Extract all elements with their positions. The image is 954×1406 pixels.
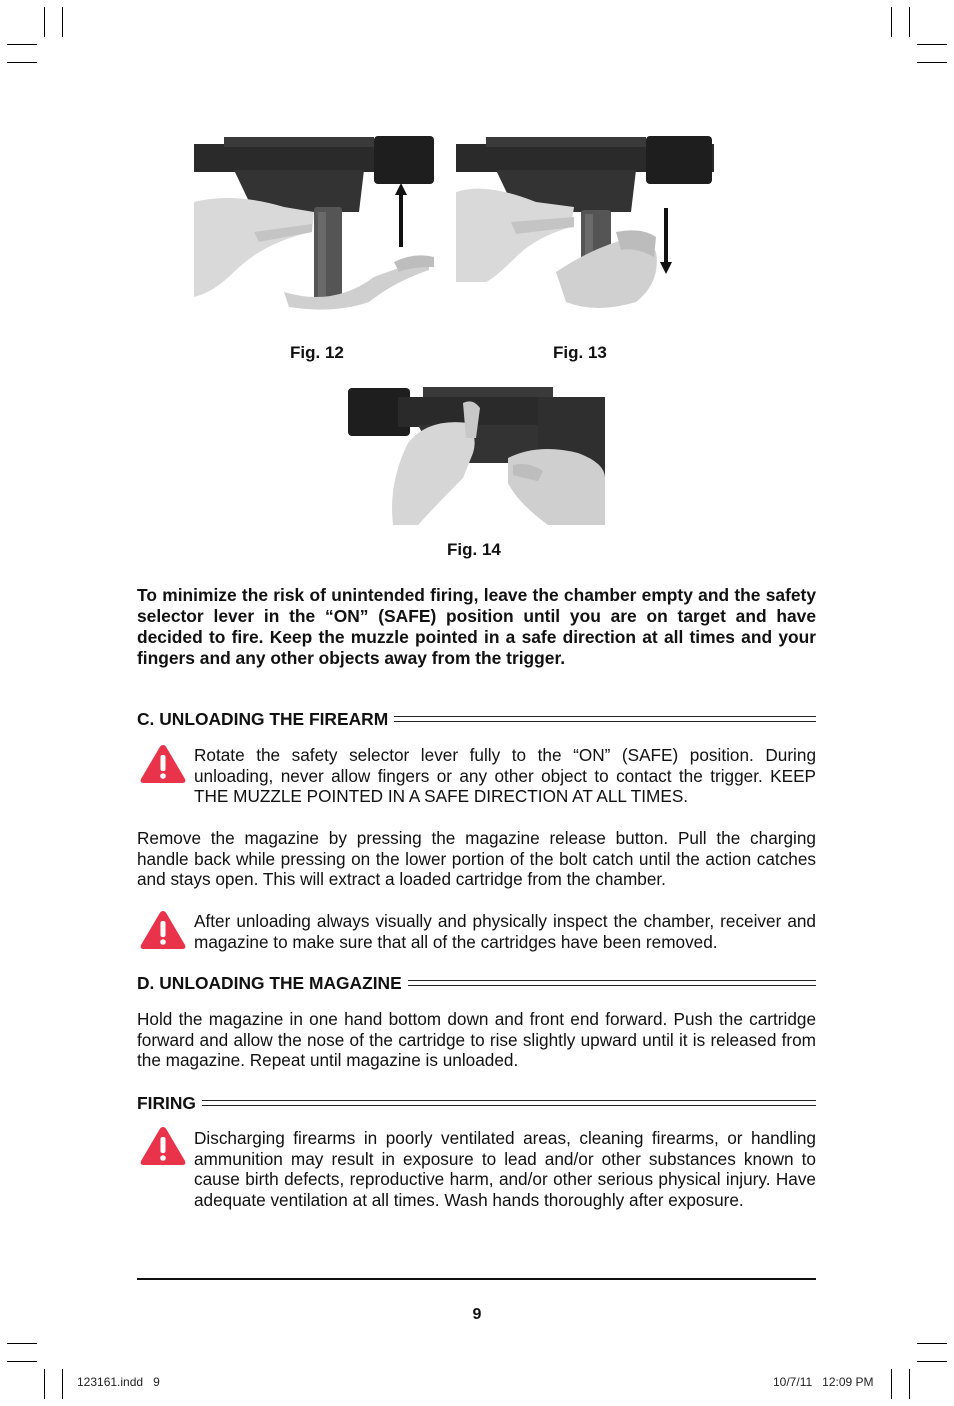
arrow-down-icon — [660, 208, 672, 274]
crop-mark — [7, 44, 37, 45]
crop-mark — [62, 1369, 63, 1399]
slug-file: 123161.indd 9 — [77, 1375, 160, 1389]
page-number: 9 — [472, 1306, 482, 1323]
section-c-warning-1: Rotate the safety selector lever fully to the “ON” (SAFE) position. During unloading, never allow fingers or any other object to contact the trigger. KEEP THE MUZZLE POINTED IN A SAFE DIRECTION AT ALL TIMES. — [194, 745, 816, 807]
alert-triangle-icon — [139, 1125, 187, 1167]
crop-mark — [44, 7, 45, 37]
section-d-body: Hold the magazine in one hand bottom down and front end forward. Push the cartridge forward and allow the nose of the cartridge to rise slightly upward until it is released from the magazine. Repeat until magazine is unloaded. — [137, 1009, 816, 1071]
crop-mark — [917, 62, 947, 63]
fig14-photo — [348, 383, 605, 525]
crop-mark — [917, 44, 947, 45]
crop-mark — [917, 1343, 947, 1344]
safety-notice: To minimize the risk of unintended firing, leave the chamber empty and the safety selector lever in the “ON” (SAFE) position until you are on target and have decided to fire. Keep the muzzle pointed in a safe direction at all times and your fingers and any other objects away from the trigger. — [137, 585, 816, 668]
section-firing-title: FIRING — [137, 1092, 196, 1113]
section-c-title: C. UNLOADING THE FIREARM — [137, 708, 389, 729]
crop-mark — [891, 1369, 892, 1399]
crop-mark — [7, 1361, 37, 1362]
alert-triangle-icon — [139, 743, 187, 785]
heading-rule — [408, 980, 816, 986]
crop-mark — [7, 1343, 37, 1344]
section-c-heading — [137, 708, 816, 730]
fig12-caption: Fig. 12 — [290, 343, 344, 362]
crop-mark — [909, 7, 910, 37]
alert-triangle-icon — [139, 909, 187, 951]
heading-rule — [394, 716, 816, 722]
section-c-warning-2: After unloading always visually and physically inspect the chamber, receiver and magazine to make sure that all of the cartridges have been removed. — [194, 911, 816, 952]
arrow-up-icon — [395, 183, 407, 247]
slug-date: 10/7/11 12:09 PM — [773, 1375, 874, 1389]
crop-mark — [44, 1369, 45, 1399]
crop-mark — [909, 1369, 910, 1399]
section-d-title: D. UNLOADING THE MAGAZINE — [137, 972, 402, 993]
heading-rule — [202, 1100, 816, 1106]
crop-mark — [917, 1361, 947, 1362]
fig14-caption: Fig. 14 — [447, 540, 501, 559]
fig13-caption: Fig. 13 — [553, 343, 607, 362]
footer-rule — [137, 1278, 816, 1280]
crop-mark — [7, 62, 37, 63]
fig13-photo — [456, 132, 716, 314]
section-d-heading — [137, 972, 816, 994]
section-firing-heading — [137, 1092, 816, 1114]
crop-mark — [891, 7, 892, 37]
section-firing-warning: Discharging firearms in poorly ventilated areas, cleaning firearms, or handling ammunition may result in exposure to lead and/or other substances known to cause birth defects, reproductive harm, and/or other serious physical injury. Have adequate ventilation at all times. Wash hands thoroughly after exposure. — [194, 1128, 816, 1210]
section-c-body: Remove the magazine by pressing the magazine release button. Pull the charging handle back while pressing on the lower portion of the bolt catch until the action catches and stays open. This will extract a loaded cartridge from the chamber. — [137, 828, 816, 890]
crop-mark — [62, 7, 63, 37]
